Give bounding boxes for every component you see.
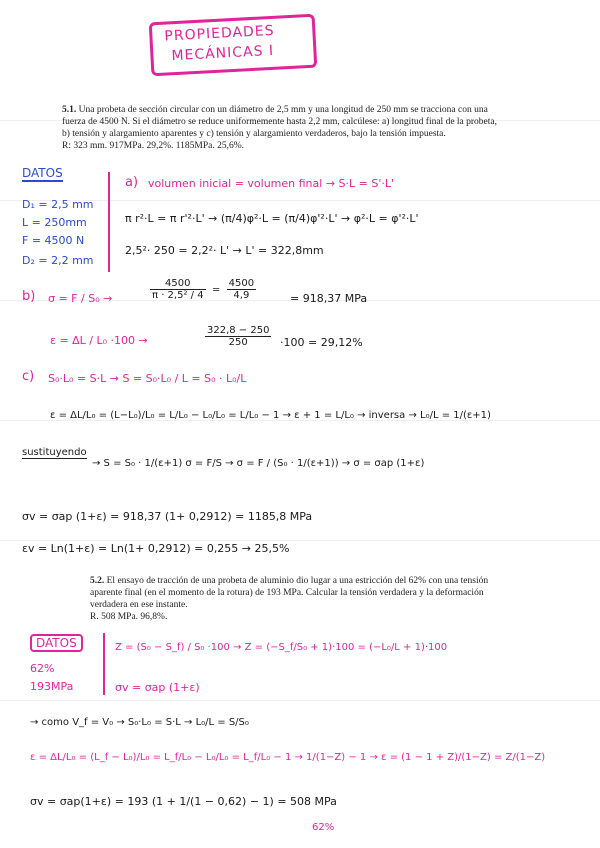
z-equation: Z = (S₀ − S_f) / S₀ ·100 → Z = (−S_f/S₀ + 1)·100 = (−L₀/L + 1)·100	[115, 642, 448, 653]
problem-5-2-result: R. 508 MPa. 96,8%.	[90, 612, 168, 622]
dato-d2: D₂ = 2,2 mm	[22, 254, 94, 267]
part-b-eps-numerator: 322,8 − 250	[207, 325, 270, 336]
datos-divider-2	[103, 633, 105, 695]
part-b-mid-denominator: 4,9	[233, 290, 250, 301]
problem-5-1	[62, 104, 502, 152]
part-a-line-2: π r²·L = π r'²·L' → (π/4)φ²·L = (π/4)φ'²·L' → φ²·L = φ'²·L'	[125, 212, 419, 225]
sigma-true-2-final: σv = σap(1+ε) = 193 (1 + 1/(1 − 0,62) − 1) = 508 MPa	[30, 795, 337, 808]
datos-divider-1	[108, 172, 110, 272]
part-b-frac-numerator: 4500	[150, 278, 206, 290]
note-62: 62%	[312, 822, 335, 833]
dato-sigma-ap: 193MPa	[30, 680, 74, 693]
como-line: → como V_f = V₀ → S₀·L₀ = S·L → L₀/L = S/S₀	[30, 717, 249, 728]
datos-label-2: DATOS	[30, 634, 83, 652]
dato-l: L = 250mm	[22, 216, 87, 229]
title-line-1: PROPIEDADES	[164, 22, 275, 45]
part-b-mid-numerator: 4500	[228, 278, 255, 289]
part-c-label: c)	[22, 369, 35, 384]
part-b-eps-result: ·100 = 29,12%	[280, 336, 363, 349]
problem-5-2	[90, 575, 510, 623]
part-a-line-3: 2,5²· 250 = 2,2²· L' → L' = 322,8mm	[125, 244, 324, 257]
title-box	[149, 14, 318, 77]
part-a-label: a)	[125, 175, 139, 190]
problem-5-1-number: 5.1.	[62, 105, 77, 115]
sust-label: sustituyendo	[22, 447, 87, 458]
epsilon-derivation: ε = ΔL/L₀ = (L_f − L₀)/L₀ = L_f/L₀ − L₀/L₀ = L_f/L₀ − 1 → 1/(1−Z) − 1 → ε = (1 − 1 + Z)/(1−Z) = Z/(1−Z)	[30, 752, 546, 763]
part-b-result: = 918,37 MPa	[290, 292, 368, 305]
dato-d1: D₁ = 2,5 mm	[22, 198, 94, 211]
part-b-frac-denominator: π · 2,5² / 4	[152, 290, 204, 301]
epsilon-true-1: εv = Ln(1+ε) = Ln(1+ 0,2912) = 0,255 → 25,5%	[22, 542, 290, 555]
part-b-epsilon: ε = ΔL / L₀ ·100 →	[50, 334, 148, 347]
part-b-label: b)	[22, 289, 36, 304]
title-line-2: MECÁNICAS I	[171, 42, 275, 65]
sigma-true-2-formula: σv = σap (1+ε)	[115, 681, 200, 694]
sigma-true-1: σv = σap (1+ε) = 918,37 (1+ 0,2912) = 1185,8 MPa	[22, 510, 313, 523]
dato-z: 62%	[30, 662, 55, 675]
part-b-eps-denominator: 250	[228, 337, 248, 348]
part-c-line-1: S₀·L₀ = S·L → S = S₀·L₀ / L = S₀ · L₀/L	[48, 372, 247, 385]
dato-f: F = 4500 N	[22, 234, 85, 247]
datos-label-1: DATOS	[22, 166, 63, 180]
part-b-sigma: σ = F / S₀ →	[48, 292, 113, 305]
part-b-fraction: $\frac{4500}{\text{π · 2,5² / 4}}$ = $\frac{4500}{4,9}$	[152, 278, 255, 301]
part-c-line-2: ε = ΔL/L₀ = (L−L₀)/L₀ = L/L₀ − L₀/L₀ = L/L₀ − 1 → ε + 1 = L/L₀ → inversa → L₀/L = 1/(ε+1)	[50, 410, 491, 421]
problem-5-2-text: El ensayo de tracción de una probeta de aluminio dio lugar a una estricción del 62% con una tensión aparente final (en el momento de la rotura) de 193 MPa. Calcular la tensión verdadera y la deformación verdadera en ese instante.	[90, 576, 489, 610]
problem-5-1-result: R: 323 mm. 917MPa. 29,2%. 1185MPa. 25,6%.	[62, 141, 244, 151]
problem-5-2-number: 5.2.	[90, 576, 105, 586]
problem-5-1-text: Una probeta de sección circular con un diámetro de 2,5 mm y una longitud de 250 mm se tracciona con una fuerza de 4500 N. Si el diámetro se reduce uniformemente hasta 2,2 mm, calcúlese: a) longitud final de la probeta, b) tensión y alargamiento aparentes y c) tensión y alargamiento verdaderos, bajo la tensión impuesta.	[62, 105, 497, 139]
part-b-eps-fraction	[205, 325, 271, 348]
sust-line: → S = S₀ · 1/(ε+1) σ = F/S → σ = F / (S₀ · 1/(ε+1)) → σ = σap (1+ε)	[92, 458, 425, 469]
part-a-line-1: volumen inicial = volumen final → S·L = S'·L'	[148, 177, 395, 190]
